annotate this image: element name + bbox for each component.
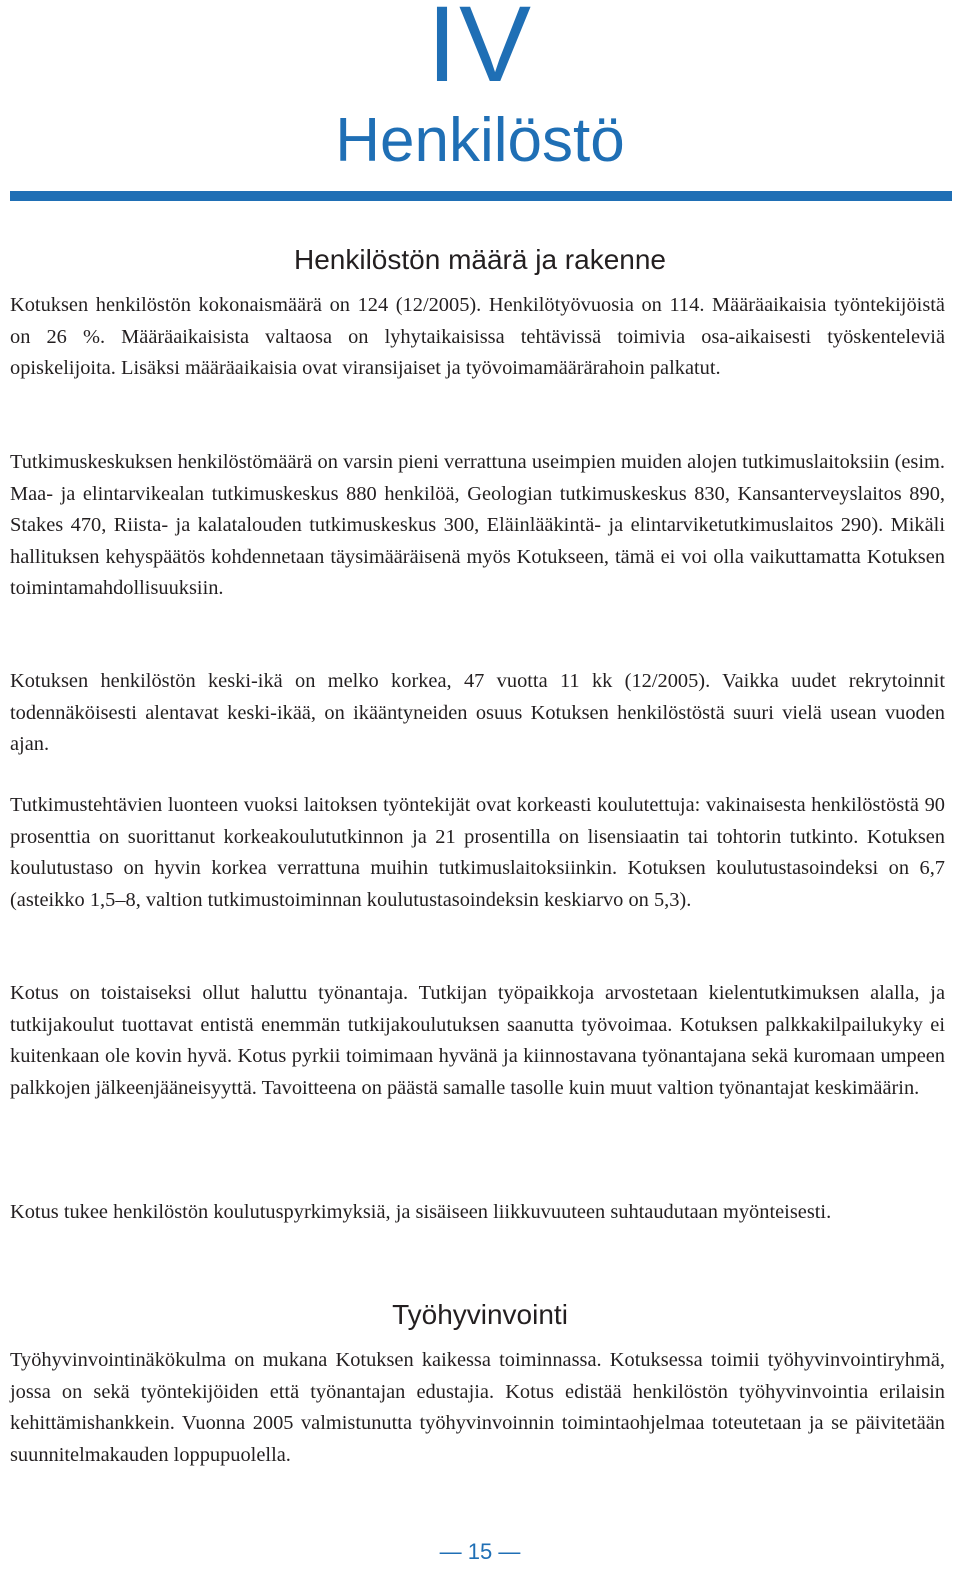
paragraph: Tutkimuskeskuksen henkilöstömäärä on varsin pieni verrattuna useimpien muiden alojen tutkimuslaitoksiin (esim. Maa- ja elintarvikealan tutkimuskeskus 880 henkilöä, Geologian tutkimuskeskus 830, Kansanterveyslaitos 890, Stakes 470, Riista- ja kalatalouden tutkimuskeskus 300, Eläinlääkintä- ja elintarviketutkimuslaitos 290). Mikäli hallituksen kehyspäätös kohdennetaan täysimääräisenä myös Kotukseen, tämä ei voi olla vaikuttamatta Kotuksen toimintamahdollisuuksiin.	[10, 451, 945, 599]
paragraph: Kotuksen henkilöstön keski-ikä on melko korkea, 47 vuotta 11 kk (12/2005). Vaikka uudet rekrytoinnit todennäköisesti alentavat keski-ikää, on ikääntyneiden osuus Kotuksen henkilöstöstä suuri vielä usean vuoden ajan.	[10, 670, 945, 755]
chapter-title: Henkilöstö	[335, 106, 625, 175]
paragraph: Työhyvinvointinäkökulma on mukana Kotuksen kaikessa toiminnassa. Kotuksessa toimii työhyvinvointiryhmä, jossa on sekä työntekijöiden että työnantajan edustajia. Kotus edistää henkilöstön työhyvinvointia erilaisin kehittämishankkein. Vuonna 2005 valmistunutta työhyvinvoinnin toimintaohjelmaa toteutetaan ja se päivitetään suunnitelmakauden loppupuolella.	[10, 1349, 945, 1466]
chapter-divider	[10, 191, 952, 201]
section-heading-tyohyvinvointi: Työhyvinvointi	[392, 1299, 568, 1330]
chapter-number: IV	[426, 0, 534, 104]
section-heading-henkiloston-maara: Henkilöstön määrä ja rakenne	[294, 244, 666, 275]
paragraph: Kotus on toistaiseksi ollut haluttu työnantaja. Tutkijan työpaikkoja arvostetaan kielentutkimuksen alalla, ja tutkijakoulut tuottavat entistä enemmän tutkijakoulutuksen saanutta työvoimaa. Kotuksen palkkakilpailukyky ei kuitenkaan ole kovin hyvä. Kotus pyrkii toimimaan hyvänä ja kiinnostavana työnantajana sekä kuromaan umpeen palkkojen jälkeenjääneisyyttä. Tavoitteena on päästä samalle tasolle kuin muut valtion työnantajat keskimäärin.	[10, 982, 945, 1099]
paragraph: Tutkimustehtävien luonteen vuoksi laitoksen työntekijät ovat korkeasti koulutettuja: vakinaisesta henkilöstöstä 90 prosenttia on suorittanut korkeakoulututkinnon ja 21 prosentilla on lisensiaatin tai tohtorin tutkinto. Kotuksen koulutustaso on hyvin korkea verrattuna muihin tutkimuslaitoksiinkin. Kotuksen koulutustasoindeksi on 6,7 (asteikko 1,5–8, valtion tutkimustoiminnan koulutustasoindeksin keskiarvo on 5,3).	[10, 794, 945, 911]
page-number: — 15 —	[439, 1539, 521, 1564]
paragraph: Kotuksen henkilöstön kokonaismäärä on 124 (12/2005). Henkilötyövuosia on 114. Määräaikaisia työntekijöistä on 26 %. Määräaikaisista valtaosa on lyhytaikaisissa tehtävissä toimivia osa-aikaisesti työskenteleviä opiskelijoita. Lisäksi määräaikaisia ovat viransijaiset ja työvoimamäärärahoin palkatut.	[10, 294, 945, 379]
paragraph: Kotus tukee henkilöstön koulutuspyrkimyksiä, ja sisäiseen liikkuvuuteen suhtaudutaan myönteisesti.	[10, 1201, 832, 1223]
